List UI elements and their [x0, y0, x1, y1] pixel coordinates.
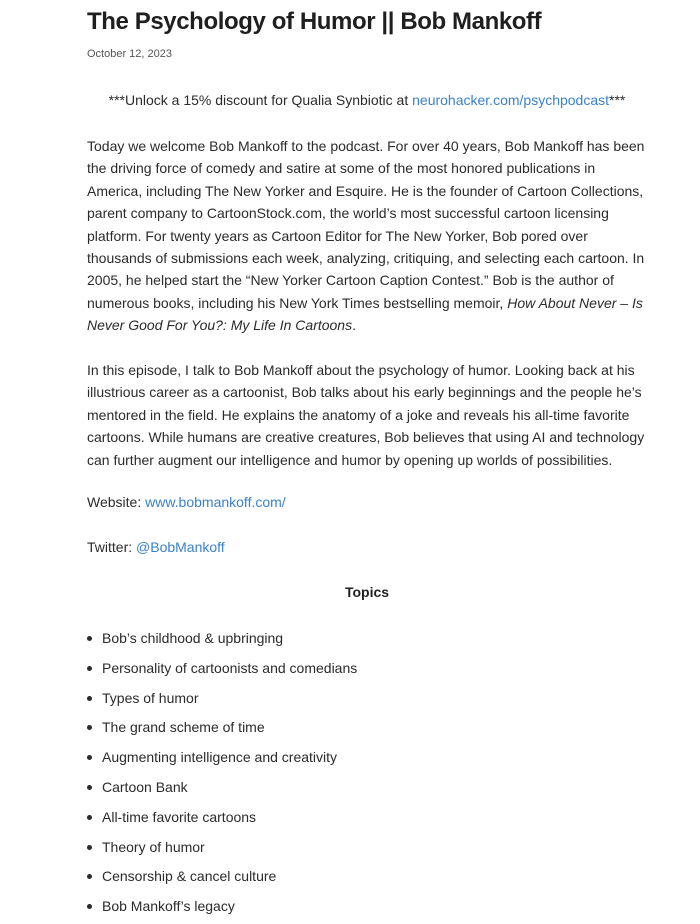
- topics-heading: Topics: [344, 584, 390, 600]
- intro-line: 2005, he helped start the “New Yorker Cartoon Caption Contest.” Bob is the author of: [87, 272, 614, 289]
- bullet-icon: [87, 696, 92, 701]
- episode-line: mentored in the field. He explains the anatomy of a joke and reveals his all-time favorite: [87, 406, 630, 423]
- intro-line: the driving force of comedy and satire at some of the most honored publications in: [87, 160, 596, 177]
- book-title-part-1: How About Never – Is: [507, 294, 643, 311]
- topics-list: [87, 624, 357, 922]
- topic-label: The grand scheme of time: [102, 719, 265, 736]
- book-title-part-2: Never Good For You?: My Life In Cartoons: [87, 317, 353, 334]
- list-item: [87, 892, 357, 922]
- topic-label: Augmenting intelligence and creativity: [102, 749, 338, 766]
- bullet-icon: [87, 815, 92, 820]
- list-item: [87, 654, 357, 684]
- bullet-icon: [87, 785, 92, 790]
- topic-label: Personality of cartoonists and comedians: [102, 659, 358, 676]
- topic-label: Cartoon Bank: [102, 778, 188, 795]
- website-link[interactable]: www.bobmankoff.com/: [145, 494, 286, 510]
- list-item: [87, 773, 357, 803]
- intro-line: platform. For twenty years as Cartoon Editor for The New Yorker, Bob pored over: [87, 227, 588, 244]
- topic-label: Bob Mankoff’s legacy: [102, 898, 235, 915]
- list-item: [87, 684, 357, 714]
- post-date: October 12, 2023: [87, 48, 173, 60]
- intro-line: America, including The New Yorker and Esquire. He is the founder of Cartoon Collections,: [87, 182, 644, 199]
- bullet-icon: [87, 755, 92, 760]
- list-item: [87, 624, 357, 654]
- list-item: [87, 743, 357, 773]
- topic-label: Theory of humor: [102, 838, 205, 855]
- topic-label: Censorship & cancel culture: [102, 868, 277, 885]
- intro-line-end: [87, 314, 643, 336]
- intro-line: Today we welcome Bob Mankoff to the podcast. For over 40 years, Bob Mankoff has been: [87, 138, 645, 154]
- promo-prefix: ***Unlock a 15% discount for Qualia Synbiotic at: [108, 92, 413, 108]
- list-item: [87, 803, 357, 833]
- bullet-icon: [87, 904, 92, 909]
- episode-line: illustrious career as a cartoonist, Bob talks about his early beginnings and the people he’s: [87, 384, 642, 401]
- post-title: The Psychology of Humor || Bob Mankoff: [87, 8, 542, 35]
- bullet-icon: [87, 725, 92, 730]
- episode-line: cartoons. While humans are creative creatures, Bob believes that using AI and technology: [87, 429, 645, 446]
- topic-label: Bob’s childhood & upbringing: [102, 630, 284, 646]
- topic-label: Types of humor: [102, 689, 199, 706]
- list-item: [87, 833, 357, 863]
- bullet-icon: [87, 874, 92, 879]
- website-line: [87, 494, 286, 510]
- intro-line: thousands of submissions each week, analyzing, critiquing, and selecting each cartoon. In: [87, 250, 645, 267]
- intro-line: numerous books, including his New York Times bestselling memoir,: [87, 294, 508, 311]
- twitter-link[interactable]: @BobMankoff: [136, 539, 225, 555]
- twitter-line: [87, 539, 225, 555]
- list-item: [87, 862, 357, 892]
- list-item: [87, 713, 357, 743]
- intro-line: parent company to CartoonStock.com, the world’s most successful cartoon licensing: [87, 205, 609, 222]
- episode-line: can further augment our intelligence and humor by opening up worlds of possibilities.: [87, 451, 613, 468]
- episode-line: In this episode, I talk to Bob Mankoff about the psychology of humor. Looking back at his: [87, 362, 635, 378]
- intro-paragraph: [87, 135, 643, 337]
- intro-line-last: [87, 292, 643, 314]
- bullet-icon: [87, 666, 92, 671]
- topic-label: All-time favorite cartoons: [102, 808, 257, 825]
- promo-line: [87, 92, 647, 108]
- episode-paragraph: [87, 359, 643, 471]
- promo-link[interactable]: neurohacker.com/psychpodcast: [412, 92, 610, 108]
- intro-end: .: [352, 317, 356, 334]
- bullet-icon: [87, 636, 92, 641]
- bullet-icon: [87, 845, 92, 850]
- twitter-label: Twitter:: [87, 539, 137, 555]
- website-label: Website:: [87, 494, 146, 510]
- promo-suffix: ***: [609, 92, 626, 108]
